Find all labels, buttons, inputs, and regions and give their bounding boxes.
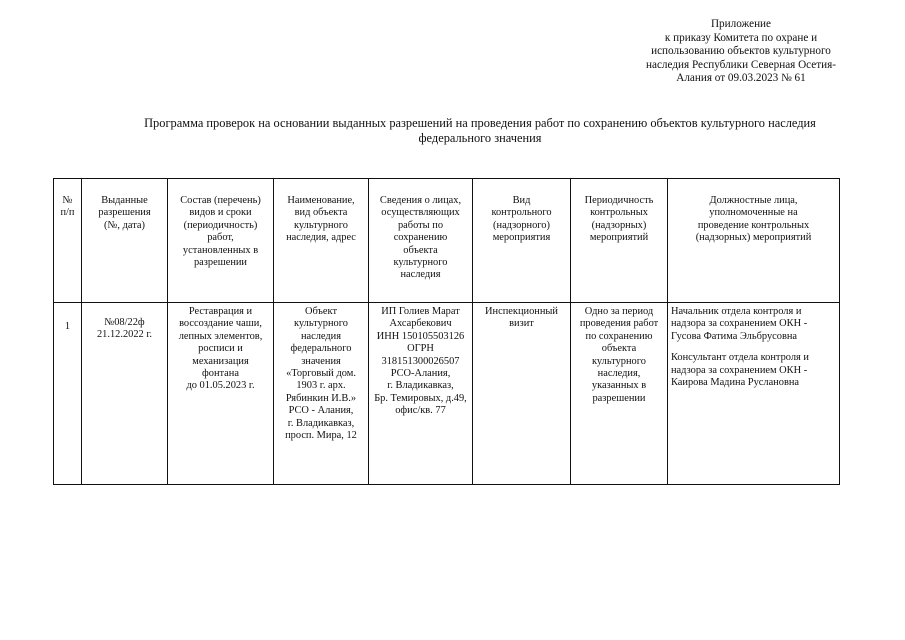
inspection-table [53,178,840,485]
cell-text-line: Рябинкин И.В.» [285,392,357,404]
cell-text-line: №08/22ф [104,317,145,328]
cell-text-line: офис/кв. 77 [395,405,446,417]
table-row [54,303,840,485]
cell-text-line: культурного [592,355,646,367]
cell-text-line: объекта [601,343,637,355]
cell-text-line: культурного [294,318,348,330]
cell-text-line: установленных в [182,244,259,256]
cell-text-line: контрольного [491,207,552,219]
header-cell [369,179,473,303]
header-cell [168,179,274,303]
header-cell [571,179,668,303]
cell-control-type [473,303,571,485]
cell-text-line: наследия [300,330,342,342]
cell-officials [668,303,840,485]
cell-text-line: 21.12.2022 г. [96,329,153,341]
header-cell [473,179,571,303]
cell-text-line: наследия [400,269,441,281]
title-line: Программа проверок на основании выданных разрешений на проведения работ по сохранению объектов культурного наследия [144,116,816,130]
cell-text-line: Выданные [101,195,148,206]
cell-text-line: по сохранению [585,330,653,342]
header-cell [82,179,168,303]
cell-text-line: г. Владикавказ, [387,380,454,392]
official-2 [671,352,837,389]
appendix-note [596,18,886,86]
appendix-line: использованию объектов культурного [651,45,831,58]
cell-text-line: лепных элементов, [178,330,263,342]
cell-text-line: видов и сроки [189,207,252,219]
appendix-line: Алания от 09.03.2023 № 61 [676,72,806,85]
cell-text-line: Объект [305,306,337,317]
cell-text-line: сохранению [393,232,448,244]
cell-text-line: г. Владикавказ, [287,417,355,429]
header-cell [274,179,369,303]
cell-text-line: наследия, адрес [286,232,356,244]
cell-text-line: проведения работ [579,318,659,330]
cell-text-line: значения [301,355,341,367]
cell-text-line: п/п [60,207,75,219]
cell-text-line: проведение контрольных [697,219,810,231]
cell-text-line: (надзорного) [493,219,550,231]
cell-text-line: разрешении [193,257,247,269]
table-header-row [54,179,840,303]
cell-text-line: разрешения [98,207,151,219]
cell-text-line: (надзорных) [591,219,647,231]
cell-persons [369,303,473,485]
cell-text-line: Начальник отдела контроля и [671,306,802,317]
cell-text-line: мероприятия [492,232,551,244]
cell-permit [82,303,168,485]
cell-text-line: (периодичность) [183,219,258,231]
cell-text-line: Состав (перечень) [180,195,261,206]
cell-text-line: «Торговый дом. [286,368,356,380]
cell-text-line: работы по [397,219,444,231]
cell-text-line: Вид [512,195,531,206]
cell-text-line: росписи и [198,343,243,355]
cell-text-line: до 01.05.2023 г. [186,380,255,392]
cell-text-line: просп. Мира, 12 [285,430,357,442]
cell-text-line: Каирова Мадина Руслановна [671,377,800,389]
cell-text-line: работ, [207,232,234,244]
cell-text-line: РСО - Алания, [288,405,354,417]
cell-text-line: наследия, [597,368,641,380]
cell-text-line: 1 [64,321,71,332]
cell-text-line: (надзорных) мероприятий [695,232,812,244]
cell-text-line: Бр. Темировых, д.49, [374,392,467,404]
cell-text-line: разрешении [592,392,646,404]
cell-text-line: Периодичность [584,195,654,206]
cell-text-line: федерального [290,343,352,355]
cell-text-line: визит [509,318,534,330]
cell-text-line: указанных в [591,380,647,392]
cell-text-line: Реставрация и [188,306,253,317]
cell-text-line: осуществляющих [381,207,460,219]
appendix-line: к приказу Комитета по охране и [664,31,818,44]
cell-text-line: контрольных [590,207,648,219]
official-1 [671,306,837,343]
cell-text-line: объекта [403,244,438,256]
cell-text-line: уполномоченные на [709,207,798,219]
cell-text-line: культурного [294,219,348,231]
cell-text-line: Гусова Фатима Эльбрусовна [671,330,798,342]
header-cell [668,179,840,303]
cell-text-line: Одно за период [584,306,654,317]
cell-text-line: Наименование, [287,195,355,206]
cell-text-line: 318151300026507 [381,355,460,367]
cell-text-line: РСО-Алания, [390,368,451,380]
cell-text-line: механизация [192,355,249,367]
cell-text-line: мероприятий [589,232,649,244]
cell-text-line: ИНН 150105503126 [376,330,465,342]
cell-text-line: ОГРН [407,343,434,355]
cell-text-line: Ахсарбекович [389,318,452,330]
header-cell [54,179,82,303]
appendix-line: наследия Республики Северная Осетия- [646,58,836,71]
cell-text-line: (№, дата) [104,219,145,231]
cell-text-line: вид объекта [294,207,348,219]
cell-periodicity [571,303,668,485]
cell-text-line: культурного [393,257,448,269]
cell-text-line: Консультант отдела контроля и [671,352,809,364]
cell-text-line: надзора за сохранением ОКН - [671,364,808,376]
document-title [100,116,860,146]
cell-works [168,303,274,485]
cell-text-line: надзора за сохранением ОКН - [671,318,808,330]
cell-text-line: воссоздание чаши, [179,318,262,330]
cell-text-line: Инспекционный [485,306,558,317]
cell-text-line: 1903 г. арх. [296,380,346,392]
cell-text-line: № [62,195,73,206]
appendix-line: Приложение [710,18,772,30]
cell-text-line: ИП Голиев Марат [381,306,460,317]
cell-text-line: фонтана [202,368,239,380]
cell-object [274,303,369,485]
title-line: федерального значения [418,131,542,145]
cell-text-line: Должностные лица, [709,195,798,206]
cell-number [54,303,82,485]
cell-text-line: Сведения о лицах, [379,195,462,206]
